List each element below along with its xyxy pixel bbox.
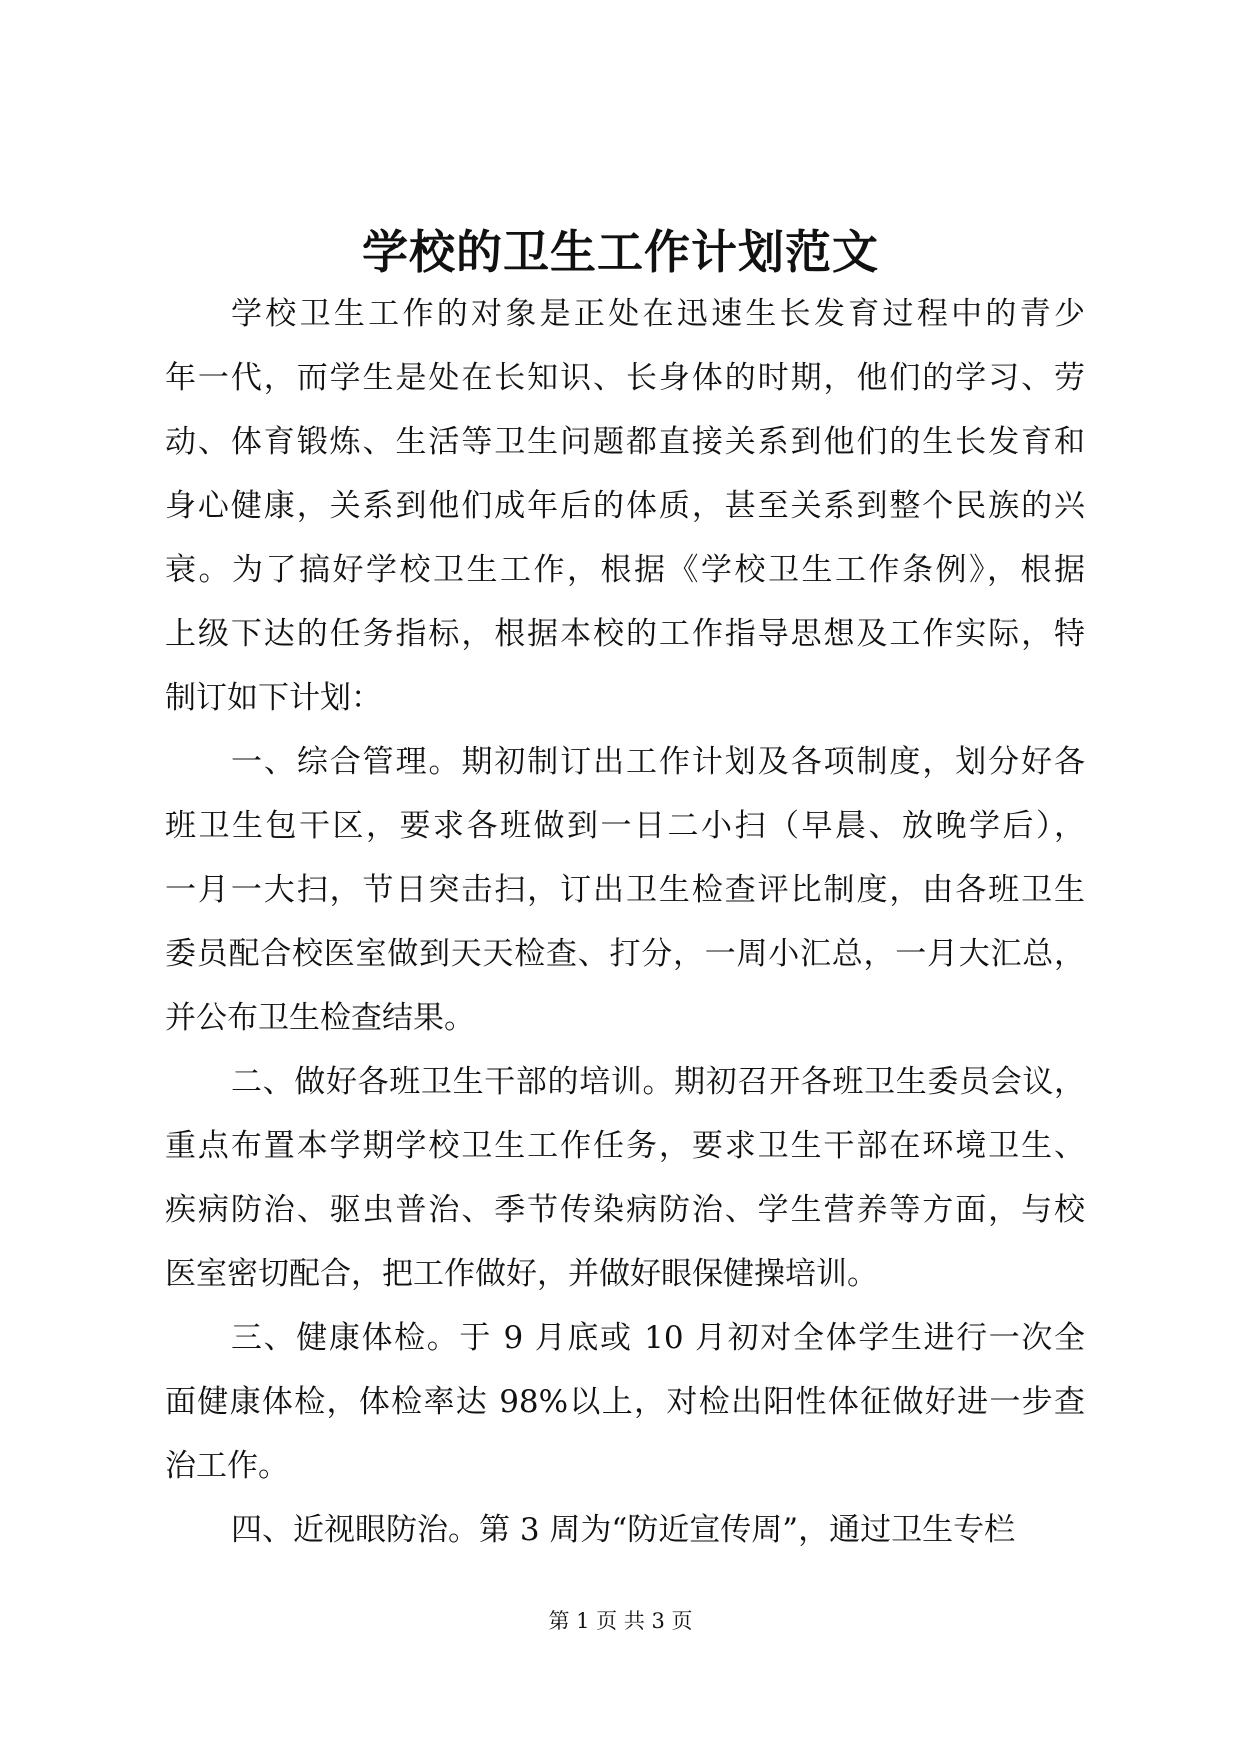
paragraph-line: 四、近视眼防治。第 3 周为“防近宣传周”，通过卫生专栏 (231, 1512, 1016, 1548)
paragraph-line: 面健康体检，体检率达 98%以上，对检出阳性体征做好进一步查 (165, 1384, 1085, 1420)
paragraph-line: 一、综合管理。期初制订出工作计划及各项制度，划分好各 (231, 744, 1085, 780)
paragraph-line: 年一代，而学生是处在长知识、长身体的时期，他们的学习、劳 (165, 360, 1085, 396)
paragraph-line: 重点布置本学期学校卫生工作任务，要求卫生干部在环境卫生、 (165, 1128, 1085, 1164)
paragraph-line: 医室密切配合，把工作做好，并做好眼保健操培训。 (165, 1256, 878, 1292)
paragraph-line: 制订如下计划： (165, 680, 382, 716)
paragraph-line: 衰。为了搞好学校卫生工作，根据《学校卫生工作条例》，根据 (165, 552, 1085, 588)
document-body (165, 282, 1085, 1562)
page-footer: 第 1 页 共 3 页 (548, 1609, 693, 1633)
paragraph-line: 一月一大扫，节日突击扫，订出卫生检查评比制度，由各班卫生 (165, 872, 1085, 908)
document-title: 学校的卫生工作计划范文 (362, 225, 879, 279)
paragraph-line: 班卫生包干区，要求各班做到一日二小扫（早晨、放晚学后）， (165, 808, 1085, 844)
paragraph-line: 委员配合校医室做到天天检查、打分，一周小汇总，一月大汇总， (165, 936, 1085, 972)
paragraph-line: 动、体育锻炼、生活等卫生问题都直接关系到他们的生长发育和 (165, 424, 1085, 460)
paragraph-line: 二、做好各班卫生干部的培训。期初召开各班卫生委员会议， (231, 1064, 1085, 1100)
paragraph-line: 上级下达的任务指标，根据本校的工作指导思想及工作实际，特 (165, 616, 1085, 652)
paragraph-line: 身心健康，关系到他们成年后的体质，甚至关系到整个民族的兴 (165, 488, 1085, 524)
paragraph-line: 学校卫生工作的对象是正处在迅速生长发育过程中的青少 (231, 296, 1085, 332)
paragraph-line: 疾病防治、驱虫普治、季节传染病防治、学生营养等方面，与校 (165, 1192, 1085, 1228)
paragraph-line: 治工作。 (165, 1448, 289, 1484)
paragraph-line: 三、健康体检。于 9 月底或 10 月初对全体学生进行一次全 (231, 1320, 1085, 1356)
paragraph-line: 并公布卫生检查结果。 (165, 1000, 475, 1036)
